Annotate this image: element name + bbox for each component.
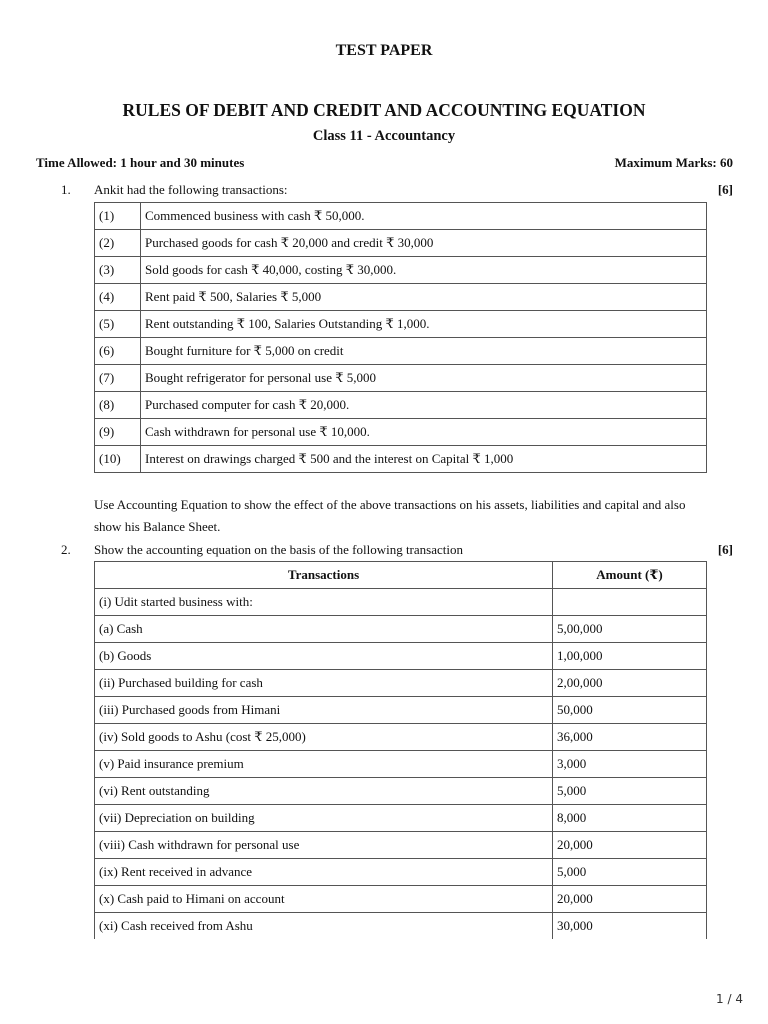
- transaction-cell: (i) Udit started business with:: [95, 589, 553, 616]
- transaction-cell: (vi) Rent outstanding: [95, 778, 553, 805]
- question-1-table: [94, 202, 707, 473]
- amount-cell: 50,000: [553, 697, 707, 724]
- transaction-cell: (xi) Cash received from Ashu: [95, 913, 553, 940]
- transaction-number: (6): [95, 338, 141, 365]
- transaction-cell: (ii) Purchased building for cash: [95, 670, 553, 697]
- table-row: [95, 616, 707, 643]
- table-row: [95, 670, 707, 697]
- table-row: [95, 203, 707, 230]
- table-row: [95, 724, 707, 751]
- transaction-number: (10): [95, 446, 141, 473]
- transaction-cell: (iv) Sold goods to Ashu (cost ₹ 25,000): [95, 724, 553, 751]
- amount-cell: 5,000: [553, 778, 707, 805]
- transaction-number: (7): [95, 365, 141, 392]
- transaction-number: (3): [95, 257, 141, 284]
- question-1-instruction: Use Accounting Equation to show the effect of the above transactions on his assets, liabilities and capital and also show his Balance Sheet.: [94, 497, 686, 534]
- paper-subtitle: Class 11 - Accountancy: [312, 128, 456, 144]
- amount-cell: 30,000: [553, 913, 707, 940]
- table-row: [95, 643, 707, 670]
- column-header-transactions: Transactions: [95, 562, 553, 589]
- transaction-cell: (iii) Purchased goods from Himani: [95, 697, 553, 724]
- table-row: [95, 697, 707, 724]
- transaction-number: (9): [95, 419, 141, 446]
- transaction-description: Bought furniture for ₹ 5,000 on credit: [141, 338, 707, 365]
- transaction-description: Rent paid ₹ 500, Salaries ₹ 5,000: [141, 284, 707, 311]
- question-1-number: 1.: [61, 182, 71, 197]
- table-row: [95, 257, 707, 284]
- table-row: [95, 832, 707, 859]
- column-header-amount: Amount (₹): [553, 562, 707, 589]
- table-row: [95, 589, 707, 616]
- transaction-description: Commenced business with cash ₹ 50,000.: [141, 203, 707, 230]
- transaction-description: Rent outstanding ₹ 100, Salaries Outstanding ₹ 1,000.: [141, 311, 707, 338]
- transaction-cell: (ix) Rent received in advance: [95, 859, 553, 886]
- question-2-table: [94, 561, 707, 939]
- amount-cell: 5,00,000: [553, 616, 707, 643]
- table-row: [95, 778, 707, 805]
- page-number: 1 / 4: [716, 992, 743, 1006]
- transaction-cell: (a) Cash: [95, 616, 553, 643]
- table-row: [95, 284, 707, 311]
- transaction-description: Interest on drawings charged ₹ 500 and the interest on Capital ₹ 1,000: [141, 446, 707, 473]
- transaction-number: (4): [95, 284, 141, 311]
- maximum-marks: Maximum Marks: 60: [614, 155, 733, 170]
- amount-cell: 3,000: [553, 751, 707, 778]
- amount-cell: 1,00,000: [553, 643, 707, 670]
- transaction-description: Cash withdrawn for personal use ₹ 10,000.: [141, 419, 707, 446]
- table-row: [95, 311, 707, 338]
- amount-cell: 8,000: [553, 805, 707, 832]
- question-2-marks: [6]: [717, 542, 733, 557]
- transaction-number: (2): [95, 230, 141, 257]
- transaction-cell: (viii) Cash withdrawn for personal use: [95, 832, 553, 859]
- transaction-cell: (vii) Depreciation on building: [95, 805, 553, 832]
- transaction-number: (1): [95, 203, 141, 230]
- transaction-description: Purchased goods for cash ₹ 20,000 and credit ₹ 30,000: [141, 230, 707, 257]
- table-row: [95, 886, 707, 913]
- question-2-number: 2.: [61, 542, 71, 557]
- paper-title: RULES OF DEBIT AND CREDIT AND ACCOUNTING EQUATION: [122, 100, 646, 120]
- amount-cell: 2,00,000: [553, 670, 707, 697]
- page-header-title: TEST PAPER: [335, 42, 433, 59]
- transaction-cell: (x) Cash paid to Himani on account: [95, 886, 553, 913]
- table-row: [95, 913, 707, 940]
- table-row: [95, 751, 707, 778]
- transaction-description: Bought refrigerator for personal use ₹ 5,000: [141, 365, 707, 392]
- time-allowed: Time Allowed: 1 hour and 30 minutes: [36, 155, 245, 170]
- question-2-text: Show the accounting equation on the basis of the following transaction: [94, 542, 463, 557]
- transaction-description: Sold goods for cash ₹ 40,000, costing ₹ 30,000.: [141, 257, 707, 284]
- transaction-cell: (b) Goods: [95, 643, 553, 670]
- transaction-cell: (v) Paid insurance premium: [95, 751, 553, 778]
- transaction-number: (8): [95, 392, 141, 419]
- transaction-number: (5): [95, 311, 141, 338]
- question-1-text: Ankit had the following transactions:: [94, 182, 288, 197]
- transaction-description: Purchased computer for cash ₹ 20,000.: [141, 392, 707, 419]
- amount-cell: 36,000: [553, 724, 707, 751]
- table-row: [95, 392, 707, 419]
- question-1-marks: [6]: [717, 182, 733, 197]
- table-row: [95, 419, 707, 446]
- amount-cell: 5,000: [553, 859, 707, 886]
- table-row: [95, 446, 707, 473]
- table-header-row: [95, 562, 707, 589]
- table-row: [95, 859, 707, 886]
- table-row: [95, 365, 707, 392]
- table-row: [95, 230, 707, 257]
- amount-cell: 20,000: [553, 832, 707, 859]
- table-row: [95, 805, 707, 832]
- amount-cell: [553, 589, 707, 616]
- table-row: [95, 338, 707, 365]
- amount-cell: 20,000: [553, 886, 707, 913]
